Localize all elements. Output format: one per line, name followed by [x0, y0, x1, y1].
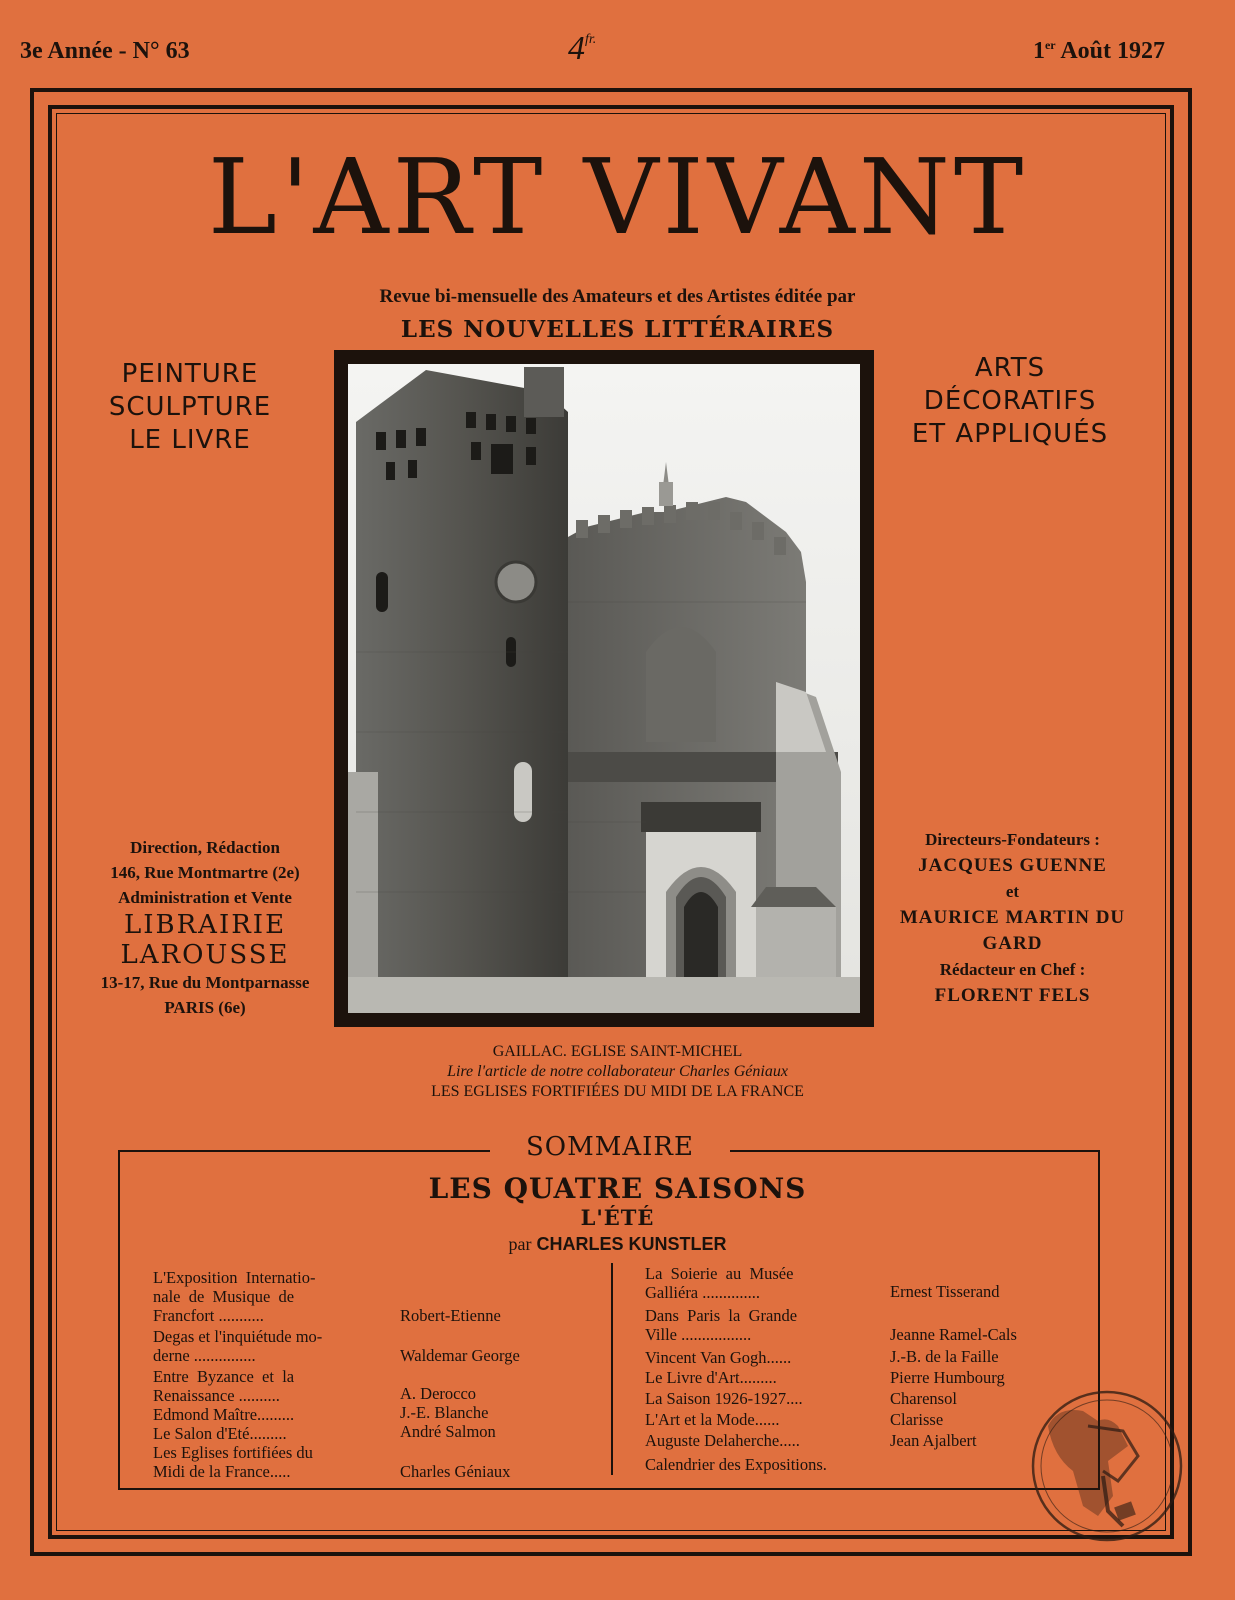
toc-author: Pierre Humbourg	[890, 1368, 1005, 1387]
toc-title: L'Art et la Mode......	[645, 1410, 780, 1429]
date-rest: Août 1927	[1060, 38, 1165, 64]
toc-title: L'Exposition Internatio- nale de Musique de Francfort ...........	[153, 1268, 316, 1325]
category-arts: ARTS	[974, 353, 1046, 383]
price-value: 4	[568, 30, 585, 67]
feature-by: par	[508, 1234, 532, 1254]
librairie-label: LIBRAIRIE	[123, 910, 287, 940]
toc-author: Robert-Etienne	[400, 1306, 501, 1325]
category-sculpture: SCULPTURE	[108, 392, 272, 422]
address-line-6: 13-17, Rue du Montparnasse	[100, 973, 310, 992]
toc-title: Edmond Maître.........	[153, 1405, 295, 1424]
masthead-subtitle: Revue bi-mensuelle des Amateurs et des Artistes éditée par	[379, 286, 856, 307]
director-guenne: JACQUES GUENNE	[918, 855, 1107, 876]
toc-title: Le Salon d'Eté.........	[153, 1424, 287, 1443]
toc-title: Dans Paris la Grande Ville .................	[645, 1306, 798, 1344]
toc-author: Charles Géniaux	[400, 1462, 511, 1481]
hand-stamp-icon	[1028, 1386, 1186, 1546]
summary-heading: SOMMAIRE	[490, 1132, 730, 1162]
address-line-3: Administration et Vente	[118, 888, 292, 907]
caption-line-1: GAILLAC. EGLISE SAINT-MICHEL	[492, 1043, 743, 1060]
toc-author: Waldemar George	[400, 1346, 520, 1365]
toc-author: Jean Ajalbert	[890, 1431, 977, 1450]
address-line-2: 146, Rue Montmartre (2e)	[110, 863, 300, 882]
toc-title: Calendrier des Expositions.	[645, 1455, 827, 1474]
feature-author-name: CHARLES KUNSTLER	[536, 1234, 727, 1254]
address-line-1: Direction, Rédaction	[130, 838, 280, 857]
address-line-7: PARIS (6e)	[164, 998, 246, 1017]
library-stamp	[1028, 1386, 1186, 1546]
editor-heading: Rédacteur en Chef :	[939, 960, 1086, 979]
director-martin-du-gard: MAURICE MARTIN DU GARD	[899, 907, 1126, 954]
feature-subtitle: L'ÉTÉ	[580, 1205, 655, 1230]
toc-author: Clarisse	[890, 1410, 944, 1429]
toc-author: Ernest Tisserand	[890, 1282, 1000, 1301]
toc-title: Entre Byzance et la Renaissance ..........	[153, 1367, 295, 1405]
issue-number: 3e Année - N° 63	[20, 38, 190, 64]
editor-fels: FLORENT FELS	[934, 985, 1091, 1006]
toc-title: Degas et l'inquiétude mo- derne ...............	[153, 1327, 323, 1365]
toc-author: André Salmon	[400, 1422, 496, 1441]
directors-et: et	[1005, 882, 1020, 901]
category-appliques: ET APPLIQUÉS	[911, 419, 1109, 449]
date-day: 1	[1032, 38, 1045, 64]
caption-line-2: Lire l'article de notre collaborateur Charles Géniaux	[447, 1063, 788, 1080]
price-unit: fr.	[585, 31, 597, 47]
toc-title: La Saison 1926-1927....	[645, 1389, 803, 1408]
directors-heading: Directeurs-Fondateurs :	[925, 830, 1100, 849]
feature-title: LES QUATRE SAISONS	[428, 1172, 807, 1205]
larousse-label: LAROUSSE	[120, 940, 290, 970]
toc-title: Auguste Delaherche.....	[645, 1431, 800, 1450]
publisher-name: LES NOUVELLES LITTÉRAIRES	[400, 316, 835, 343]
toc-title: Les Eglises fortifiées du Midi de la France.....	[153, 1443, 313, 1481]
toc-title: Le Livre d'Art.........	[645, 1368, 777, 1387]
toc-author: A. Derocco	[400, 1384, 477, 1403]
category-decoratifs: DÉCORATIFS	[923, 386, 1097, 416]
date-sup: er	[1044, 38, 1056, 52]
toc-author: Charensol	[890, 1389, 957, 1408]
caption-line-3: LES EGLISES FORTIFIÉES DU MIDI DE LA FRANCE	[431, 1083, 804, 1100]
toc-title: Vincent Van Gogh......	[645, 1348, 792, 1367]
category-peinture: PEINTURE	[121, 359, 259, 389]
masthead-title: L'ART VIVANT	[207, 136, 1028, 258]
toc-author: Jeanne Ramel-Cals	[890, 1325, 1017, 1344]
category-livre: LE LIVRE	[129, 425, 251, 455]
toc-author: J.-B. de la Faille	[890, 1347, 999, 1366]
toc-title: La Soierie au Musée Galliéra ..............	[645, 1264, 794, 1302]
toc-author: J.-E. Blanche	[400, 1403, 489, 1422]
